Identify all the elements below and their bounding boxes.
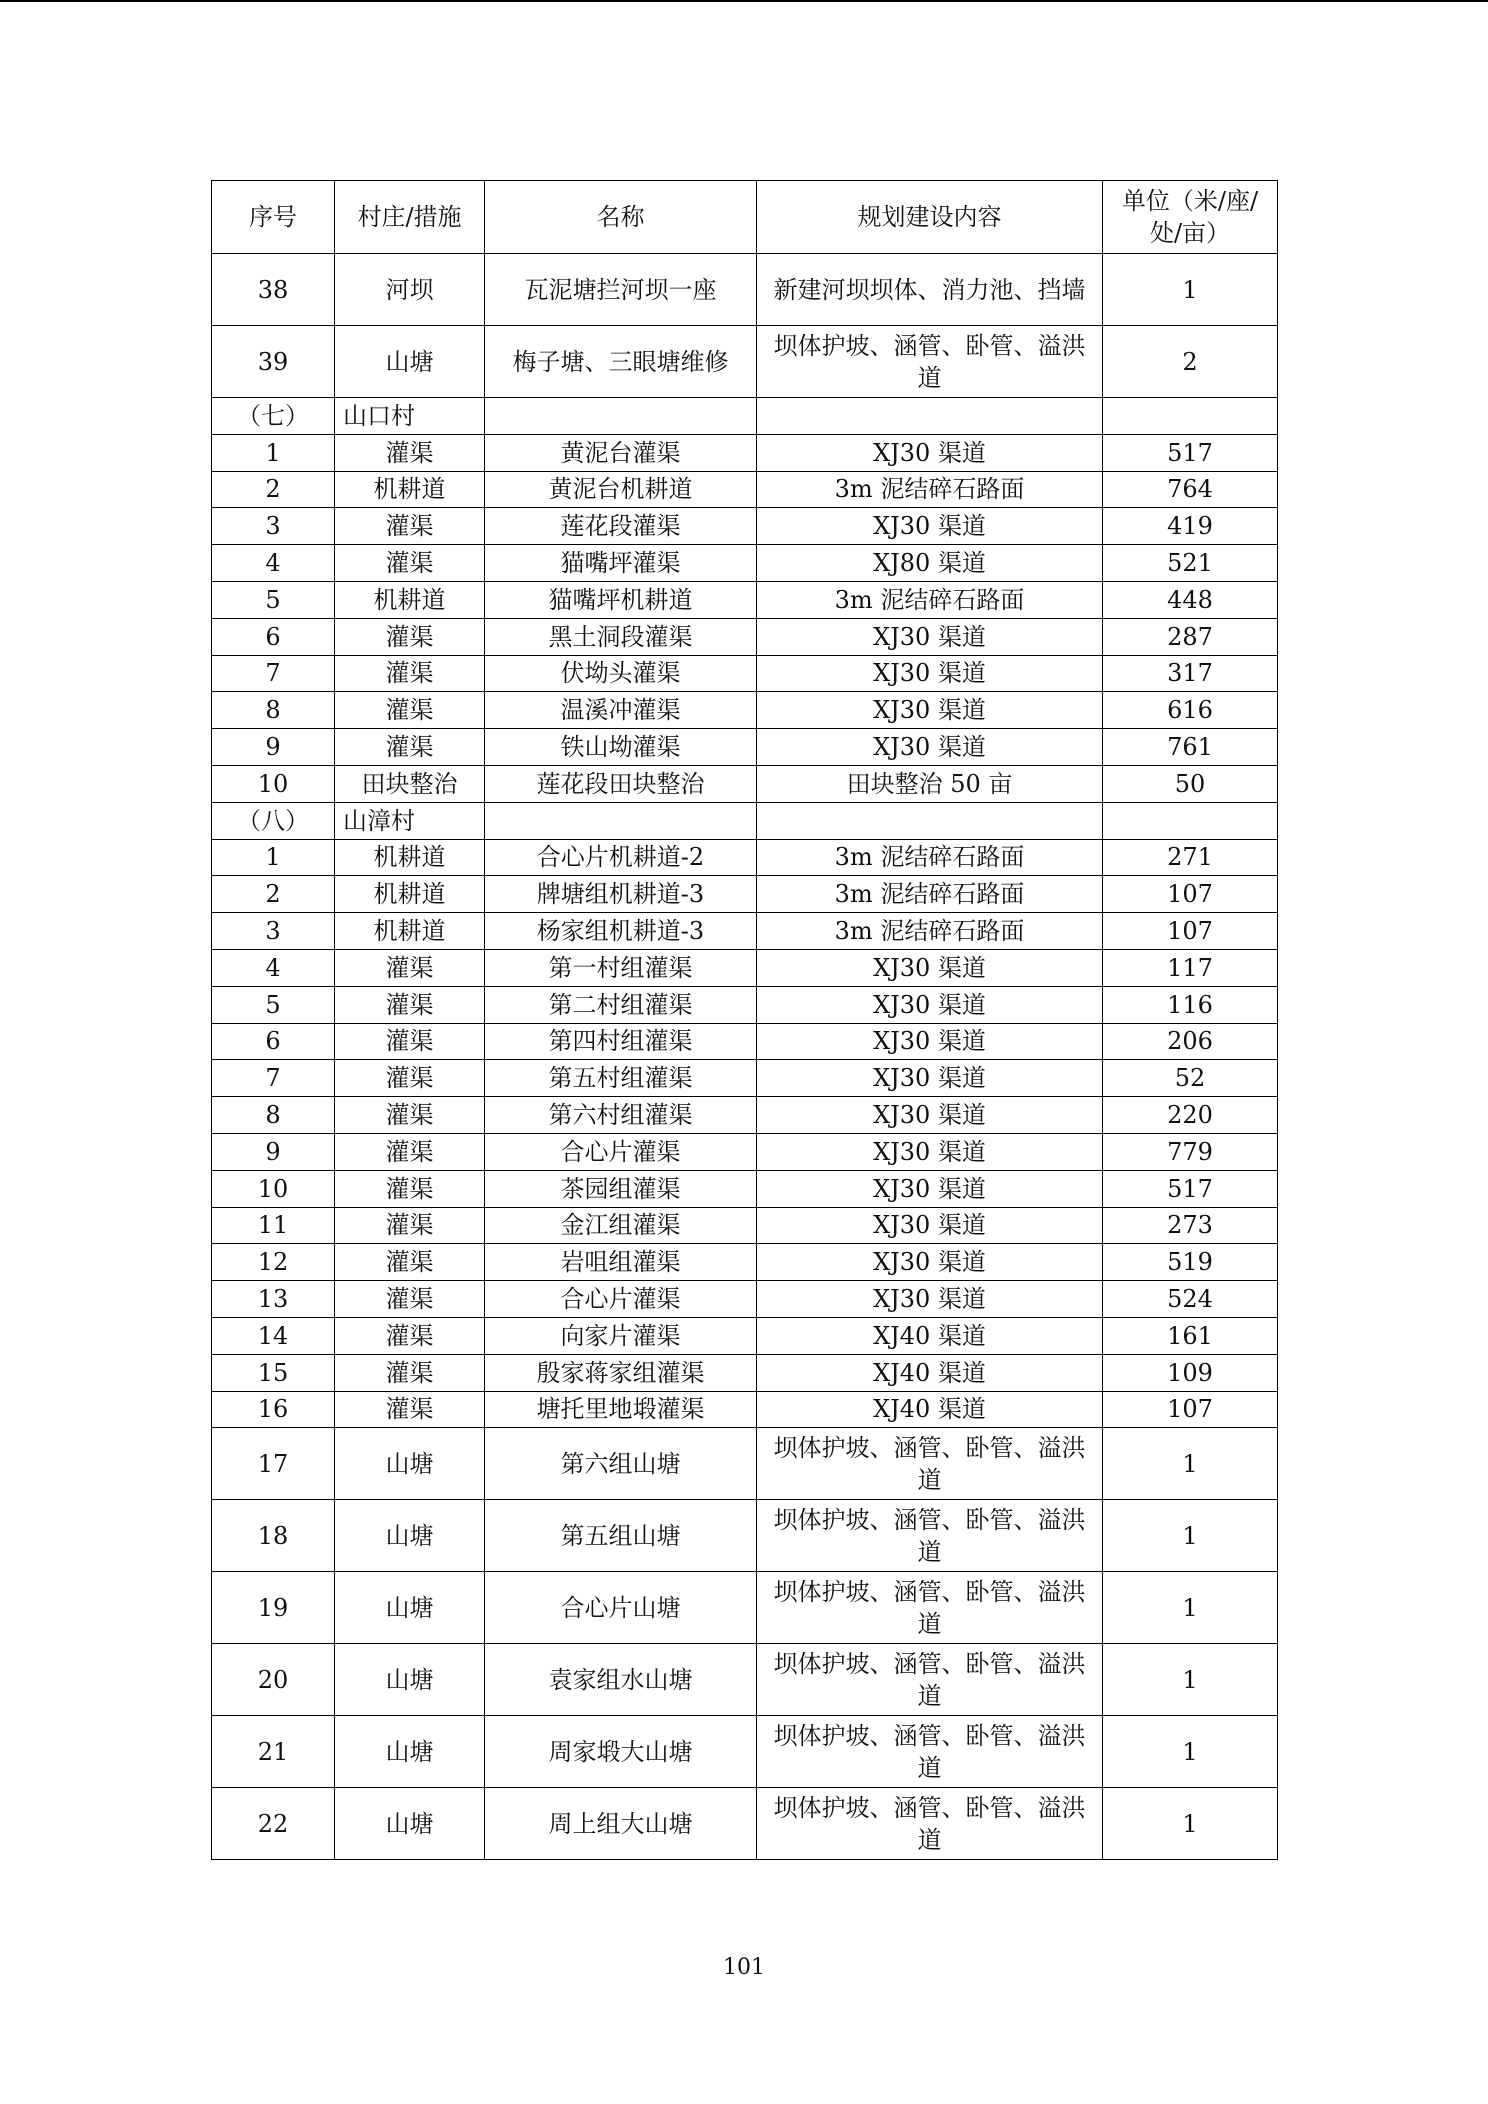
cell-index: 9 xyxy=(212,729,335,766)
cell-index: 10 xyxy=(212,765,335,802)
cell-name: 第六组山塘 xyxy=(485,1428,757,1500)
cell-type: 机耕道 xyxy=(335,839,485,876)
header-cell-unit: 单位（米/座/处/亩） xyxy=(1103,181,1278,254)
cell-name: 合心片机耕道-2 xyxy=(485,839,757,876)
cell-index: 12 xyxy=(212,1244,335,1281)
cell-type: 灌渠 xyxy=(335,508,485,545)
cell-name: 周上组大山塘 xyxy=(485,1788,757,1860)
table-header-row xyxy=(212,181,1278,254)
cell-name: 茶园组灌渠 xyxy=(485,1170,757,1207)
cell-index: 17 xyxy=(212,1428,335,1500)
cell-type: 灌渠 xyxy=(335,1170,485,1207)
cell-quantity: 2 xyxy=(1103,326,1278,398)
table-row xyxy=(212,1170,1278,1207)
cell-quantity: 206 xyxy=(1103,1023,1278,1060)
cell-name: 杨家组机耕道-3 xyxy=(485,913,757,950)
table-row xyxy=(212,839,1278,876)
cell-content: XJ30 渠道 xyxy=(757,618,1103,655)
cell-quantity: 317 xyxy=(1103,655,1278,692)
cell-index: 19 xyxy=(212,1572,335,1644)
cell-name: 袁家组水山塘 xyxy=(485,1644,757,1716)
cell-type: 机耕道 xyxy=(335,471,485,508)
cell-index: 18 xyxy=(212,1500,335,1572)
cell-content: 3m 泥结碎石路面 xyxy=(757,581,1103,618)
cell-content: XJ30 渠道 xyxy=(757,434,1103,471)
cell-name: 黄泥台机耕道 xyxy=(485,471,757,508)
cell-quantity: 1 xyxy=(1103,1716,1278,1788)
cell-type: 灌渠 xyxy=(335,1097,485,1134)
cell-index: 5 xyxy=(212,986,335,1023)
table-row xyxy=(212,1244,1278,1281)
table-row xyxy=(212,581,1278,618)
cell-name: 猫嘴坪机耕道 xyxy=(485,581,757,618)
section-row xyxy=(212,398,1278,435)
section-village: 山口村 xyxy=(335,398,485,435)
table-row xyxy=(212,1428,1278,1500)
cell-quantity: 761 xyxy=(1103,729,1278,766)
cell-quantity: 764 xyxy=(1103,471,1278,508)
table-row xyxy=(212,545,1278,582)
cell-content: XJ30 渠道 xyxy=(757,1170,1103,1207)
table-row xyxy=(212,1060,1278,1097)
cell-type: 灌渠 xyxy=(335,949,485,986)
cell-quantity: 52 xyxy=(1103,1060,1278,1097)
table-row xyxy=(212,876,1278,913)
cell-content: 3m 泥结碎石路面 xyxy=(757,839,1103,876)
cell-quantity: 271 xyxy=(1103,839,1278,876)
cell-quantity: 519 xyxy=(1103,1244,1278,1281)
empty-cell xyxy=(757,398,1103,435)
cell-index: 8 xyxy=(212,1097,335,1134)
cell-type: 机耕道 xyxy=(335,913,485,950)
table-row xyxy=(212,986,1278,1023)
cell-type: 灌渠 xyxy=(335,1391,485,1428)
cell-content: XJ30 渠道 xyxy=(757,949,1103,986)
table-row xyxy=(212,1354,1278,1391)
table-row xyxy=(212,326,1278,398)
table-row xyxy=(212,471,1278,508)
table-row xyxy=(212,1023,1278,1060)
cell-index: 9 xyxy=(212,1133,335,1170)
empty-cell xyxy=(1103,802,1278,839)
table-row xyxy=(212,1644,1278,1716)
cell-name: 第五村组灌渠 xyxy=(485,1060,757,1097)
table-row xyxy=(212,1133,1278,1170)
cell-name: 第五组山塘 xyxy=(485,1500,757,1572)
cell-content: 坝体护坡、涵管、卧管、溢洪道 xyxy=(757,326,1103,398)
cell-content: XJ30 渠道 xyxy=(757,1244,1103,1281)
cell-name: 塘托里地塅灌渠 xyxy=(485,1391,757,1428)
cell-quantity: 117 xyxy=(1103,949,1278,986)
table-row xyxy=(212,729,1278,766)
cell-index: 4 xyxy=(212,545,335,582)
cell-quantity: 273 xyxy=(1103,1207,1278,1244)
cell-type: 山塘 xyxy=(335,1500,485,1572)
table-row xyxy=(212,1317,1278,1354)
cell-index: 7 xyxy=(212,655,335,692)
cell-name: 第一村组灌渠 xyxy=(485,949,757,986)
cell-index: 6 xyxy=(212,1023,335,1060)
cell-index: 15 xyxy=(212,1354,335,1391)
cell-quantity: 616 xyxy=(1103,692,1278,729)
table-row xyxy=(212,765,1278,802)
cell-type: 山塘 xyxy=(335,1428,485,1500)
cell-type: 机耕道 xyxy=(335,876,485,913)
cell-index: 20 xyxy=(212,1644,335,1716)
cell-index: 2 xyxy=(212,471,335,508)
cell-content: XJ40 渠道 xyxy=(757,1391,1103,1428)
header-cell-village: 村庄/措施 xyxy=(335,181,485,254)
cell-type: 灌渠 xyxy=(335,1133,485,1170)
cell-type: 灌渠 xyxy=(335,729,485,766)
cell-type: 灌渠 xyxy=(335,1354,485,1391)
cell-type: 灌渠 xyxy=(335,1060,485,1097)
cell-content: XJ30 渠道 xyxy=(757,508,1103,545)
cell-type: 山塘 xyxy=(335,1788,485,1860)
header-cell-index: 序号 xyxy=(212,181,335,254)
cell-content: XJ30 渠道 xyxy=(757,729,1103,766)
cell-quantity: 50 xyxy=(1103,765,1278,802)
empty-cell xyxy=(485,398,757,435)
cell-name: 合心片灌渠 xyxy=(485,1133,757,1170)
cell-content: XJ30 渠道 xyxy=(757,1133,1103,1170)
cell-quantity: 287 xyxy=(1103,618,1278,655)
cell-index: 1 xyxy=(212,434,335,471)
cell-name: 合心片山塘 xyxy=(485,1572,757,1644)
table-row xyxy=(212,949,1278,986)
cell-index: 22 xyxy=(212,1788,335,1860)
cell-quantity: 1 xyxy=(1103,1428,1278,1500)
cell-content: 3m 泥结碎石路面 xyxy=(757,471,1103,508)
cell-type: 田块整治 xyxy=(335,765,485,802)
cell-type: 山塘 xyxy=(335,1572,485,1644)
cell-quantity: 1 xyxy=(1103,1788,1278,1860)
cell-type: 灌渠 xyxy=(335,434,485,471)
cell-type: 灌渠 xyxy=(335,692,485,729)
cell-quantity: 1 xyxy=(1103,1500,1278,1572)
cell-quantity: 107 xyxy=(1103,1391,1278,1428)
cell-content: 坝体护坡、涵管、卧管、溢洪道 xyxy=(757,1716,1103,1788)
cell-type: 灌渠 xyxy=(335,1244,485,1281)
section-number: （七） xyxy=(212,398,335,435)
cell-index: 38 xyxy=(212,254,335,326)
cell-content: 坝体护坡、涵管、卧管、溢洪道 xyxy=(757,1644,1103,1716)
cell-index: 3 xyxy=(212,508,335,545)
section-row xyxy=(212,802,1278,839)
cell-type: 灌渠 xyxy=(335,1317,485,1354)
cell-content: XJ30 渠道 xyxy=(757,986,1103,1023)
cell-content: XJ30 渠道 xyxy=(757,1281,1103,1318)
cell-content: XJ30 渠道 xyxy=(757,655,1103,692)
cell-quantity: 419 xyxy=(1103,508,1278,545)
cell-name: 向家片灌渠 xyxy=(485,1317,757,1354)
cell-type: 山塘 xyxy=(335,1644,485,1716)
cell-index: 2 xyxy=(212,876,335,913)
cell-quantity: 524 xyxy=(1103,1281,1278,1318)
cell-name: 合心片灌渠 xyxy=(485,1281,757,1318)
cell-name: 殷家蒋家组灌渠 xyxy=(485,1354,757,1391)
cell-quantity: 107 xyxy=(1103,913,1278,950)
cell-content: XJ30 渠道 xyxy=(757,1207,1103,1244)
cell-name: 瓦泥塘拦河坝一座 xyxy=(485,254,757,326)
cell-content: 坝体护坡、涵管、卧管、溢洪道 xyxy=(757,1500,1103,1572)
cell-name: 黄泥台灌渠 xyxy=(485,434,757,471)
cell-index: 39 xyxy=(212,326,335,398)
table-row xyxy=(212,254,1278,326)
cell-index: 11 xyxy=(212,1207,335,1244)
cell-content: XJ40 渠道 xyxy=(757,1317,1103,1354)
cell-index: 1 xyxy=(212,839,335,876)
table-row xyxy=(212,692,1278,729)
cell-quantity: 517 xyxy=(1103,1170,1278,1207)
cell-quantity: 107 xyxy=(1103,876,1278,913)
cell-index: 14 xyxy=(212,1317,335,1354)
cell-name: 温溪冲灌渠 xyxy=(485,692,757,729)
cell-type: 灌渠 xyxy=(335,1281,485,1318)
page-number: 101 xyxy=(723,1955,765,1980)
cell-name: 牌塘组机耕道-3 xyxy=(485,876,757,913)
cell-index: 7 xyxy=(212,1060,335,1097)
cell-quantity: 220 xyxy=(1103,1097,1278,1134)
cell-quantity: 116 xyxy=(1103,986,1278,1023)
cell-name: 黑土洞段灌渠 xyxy=(485,618,757,655)
section-village: 山漳村 xyxy=(335,802,485,839)
empty-cell xyxy=(485,802,757,839)
planning-table xyxy=(211,180,1278,1860)
table-row xyxy=(212,1391,1278,1428)
cell-content: 新建河坝坝体、消力池、挡墙 xyxy=(757,254,1103,326)
cell-name: 猫嘴坪灌渠 xyxy=(485,545,757,582)
cell-name: 莲花段灌渠 xyxy=(485,508,757,545)
cell-index: 16 xyxy=(212,1391,335,1428)
cell-name: 梅子塘、三眼塘维修 xyxy=(485,326,757,398)
cell-quantity: 448 xyxy=(1103,581,1278,618)
cell-content: 坝体护坡、涵管、卧管、溢洪道 xyxy=(757,1428,1103,1500)
cell-name: 周家塅大山塘 xyxy=(485,1716,757,1788)
cell-index: 21 xyxy=(212,1716,335,1788)
cell-type: 山塘 xyxy=(335,326,485,398)
table-row xyxy=(212,508,1278,545)
cell-content: 田块整治 50 亩 xyxy=(757,765,1103,802)
cell-index: 5 xyxy=(212,581,335,618)
table-row xyxy=(212,1500,1278,1572)
cell-index: 4 xyxy=(212,949,335,986)
cell-name: 第四村组灌渠 xyxy=(485,1023,757,1060)
cell-name: 第二村组灌渠 xyxy=(485,986,757,1023)
section-number: （八） xyxy=(212,802,335,839)
cell-name: 金江组灌渠 xyxy=(485,1207,757,1244)
table-row xyxy=(212,1716,1278,1788)
cell-type: 灌渠 xyxy=(335,618,485,655)
cell-type: 灌渠 xyxy=(335,1023,485,1060)
header-cell-name: 名称 xyxy=(485,181,757,254)
cell-content: XJ80 渠道 xyxy=(757,545,1103,582)
table-row xyxy=(212,618,1278,655)
table-row xyxy=(212,1097,1278,1134)
table-row xyxy=(212,655,1278,692)
cell-name: 第六村组灌渠 xyxy=(485,1097,757,1134)
table-row xyxy=(212,1788,1278,1860)
cell-type: 灌渠 xyxy=(335,655,485,692)
cell-content: XJ30 渠道 xyxy=(757,1023,1103,1060)
cell-content: XJ30 渠道 xyxy=(757,1060,1103,1097)
table-row xyxy=(212,913,1278,950)
cell-quantity: 1 xyxy=(1103,254,1278,326)
cell-quantity: 1 xyxy=(1103,1572,1278,1644)
cell-name: 莲花段田块整治 xyxy=(485,765,757,802)
cell-content: XJ30 渠道 xyxy=(757,692,1103,729)
cell-quantity: 161 xyxy=(1103,1317,1278,1354)
table-row xyxy=(212,434,1278,471)
cell-quantity: 779 xyxy=(1103,1133,1278,1170)
cell-index: 8 xyxy=(212,692,335,729)
cell-index: 13 xyxy=(212,1281,335,1318)
cell-quantity: 517 xyxy=(1103,434,1278,471)
cell-quantity: 521 xyxy=(1103,545,1278,582)
cell-type: 灌渠 xyxy=(335,986,485,1023)
cell-content: 3m 泥结碎石路面 xyxy=(757,913,1103,950)
empty-cell xyxy=(1103,398,1278,435)
cell-name: 铁山坳灌渠 xyxy=(485,729,757,766)
table-row xyxy=(212,1207,1278,1244)
cell-index: 6 xyxy=(212,618,335,655)
cell-content: XJ30 渠道 xyxy=(757,1097,1103,1134)
cell-index: 10 xyxy=(212,1170,335,1207)
cell-type: 灌渠 xyxy=(335,545,485,582)
table-row xyxy=(212,1281,1278,1318)
cell-content: 坝体护坡、涵管、卧管、溢洪道 xyxy=(757,1572,1103,1644)
cell-name: 伏坳头灌渠 xyxy=(485,655,757,692)
cell-quantity: 109 xyxy=(1103,1354,1278,1391)
cell-type: 机耕道 xyxy=(335,581,485,618)
cell-type: 灌渠 xyxy=(335,1207,485,1244)
cell-quantity: 1 xyxy=(1103,1644,1278,1716)
header-cell-content: 规划建设内容 xyxy=(757,181,1103,254)
cell-content: 3m 泥结碎石路面 xyxy=(757,876,1103,913)
cell-content: XJ40 渠道 xyxy=(757,1354,1103,1391)
cell-index: 3 xyxy=(212,913,335,950)
cell-type: 山塘 xyxy=(335,1716,485,1788)
cell-name: 岩咀组灌渠 xyxy=(485,1244,757,1281)
cell-content: 坝体护坡、涵管、卧管、溢洪道 xyxy=(757,1788,1103,1860)
page-top-border xyxy=(0,0,1488,2)
cell-type: 河坝 xyxy=(335,254,485,326)
empty-cell xyxy=(757,802,1103,839)
table-row xyxy=(212,1572,1278,1644)
